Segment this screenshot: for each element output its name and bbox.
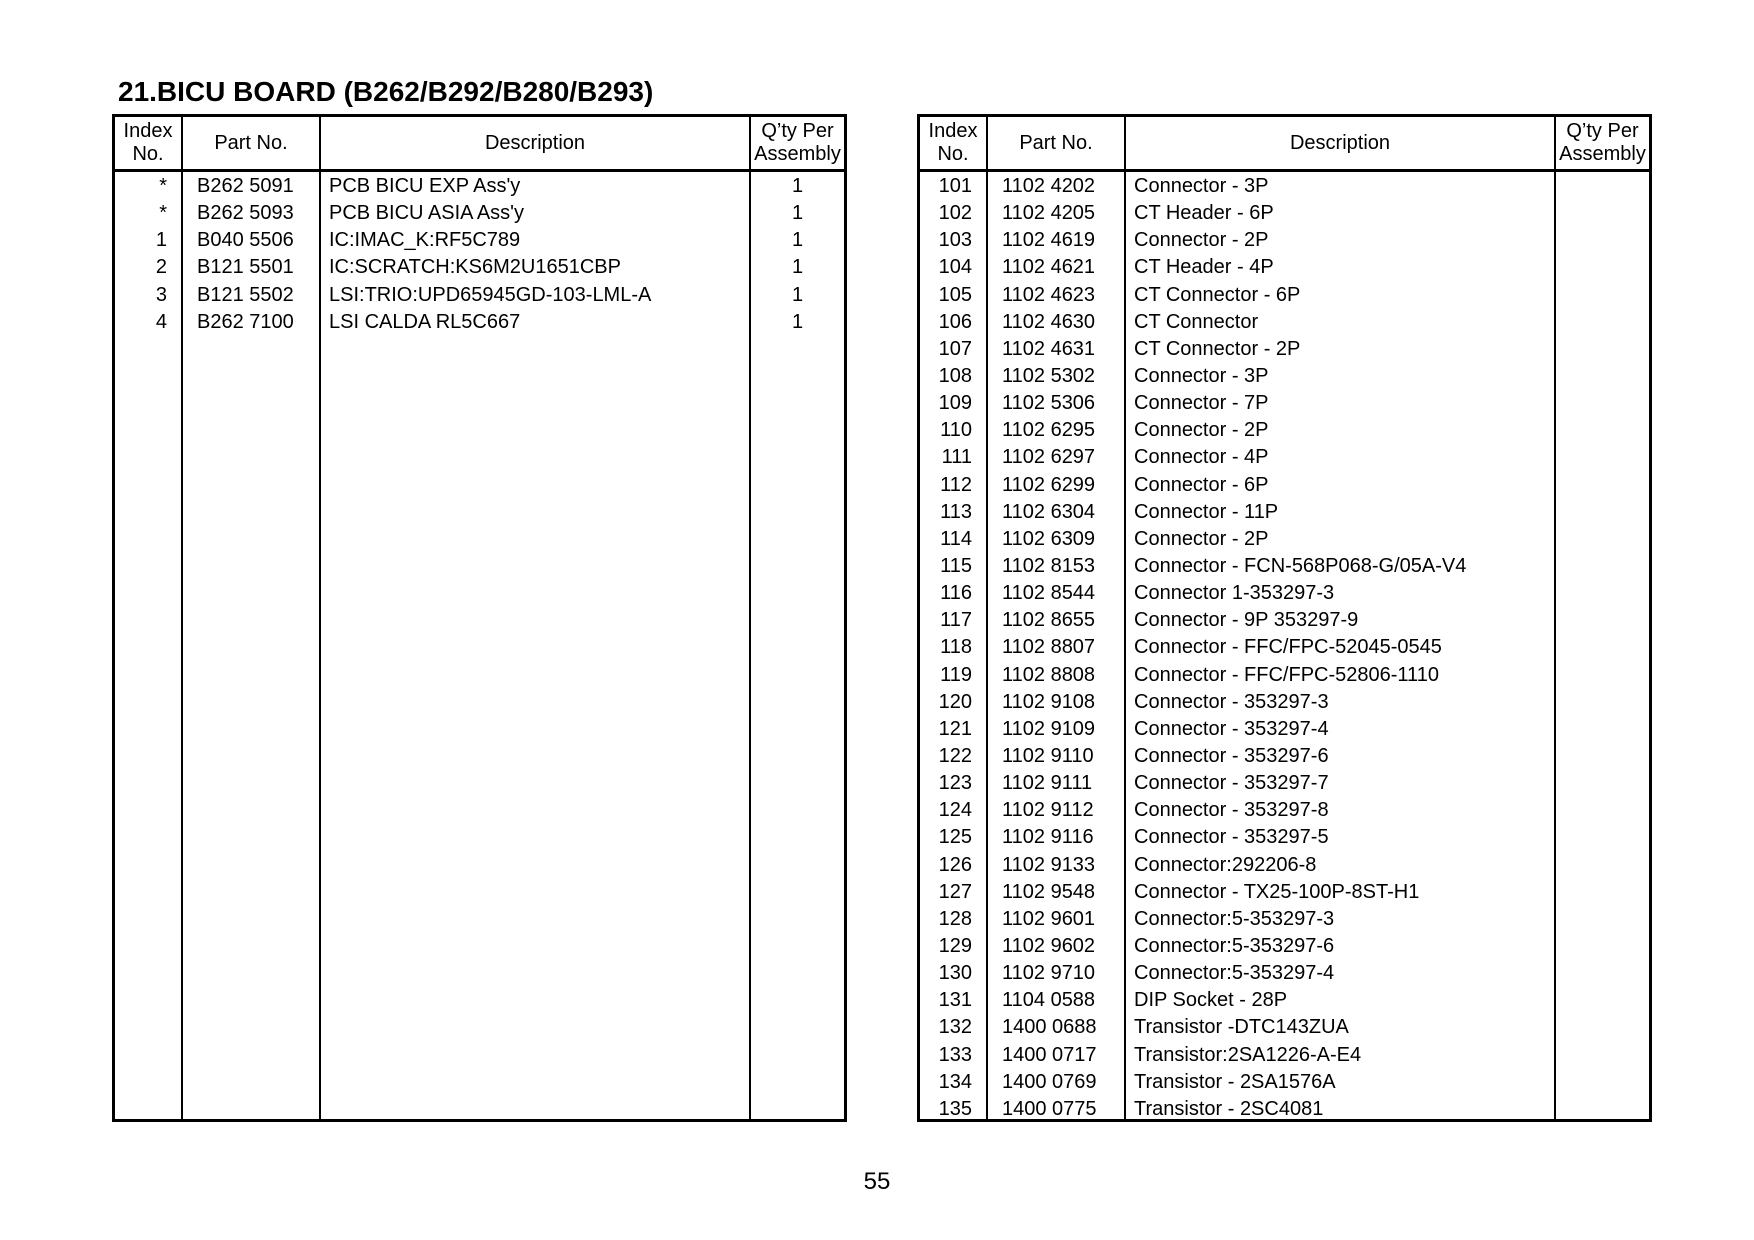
index-cell: 125 bbox=[938, 826, 972, 849]
table-row bbox=[920, 254, 1649, 281]
index-cell: 114 bbox=[940, 527, 972, 550]
description-cell: Connector - 4P bbox=[1134, 446, 1269, 469]
description-cell: CT Header - 4P bbox=[1134, 256, 1274, 279]
part-no-cell: 1102 9602 bbox=[1002, 934, 1096, 957]
table-row bbox=[920, 797, 1649, 824]
part-no-cell: 1102 5306 bbox=[1002, 392, 1096, 415]
part-no-cell: 1102 4202 bbox=[1002, 175, 1096, 197]
description-cell: IC:IMAC_K:RF5C789 bbox=[329, 229, 521, 252]
part-no-cell: 1102 9110 bbox=[1002, 744, 1094, 767]
table-row bbox=[920, 417, 1649, 444]
table-row bbox=[920, 444, 1649, 471]
part-no-cell: 1102 6297 bbox=[1002, 446, 1096, 469]
index-cell: 126 bbox=[938, 853, 972, 876]
part-no-cell: 1102 8655 bbox=[1002, 609, 1096, 632]
description-cell: Connector - 353297-8 bbox=[1134, 799, 1329, 822]
table-row bbox=[920, 1069, 1649, 1096]
table-row bbox=[920, 1096, 1649, 1123]
header-desc-label: Description bbox=[484, 131, 586, 154]
header-index-label: Index No. bbox=[928, 120, 978, 165]
table-row bbox=[920, 472, 1649, 499]
index-cell: 129 bbox=[938, 934, 972, 957]
header-part-label: Part No. bbox=[214, 131, 288, 154]
index-cell: 102 bbox=[938, 202, 972, 225]
index-cell: 108 bbox=[938, 364, 972, 387]
part-no-cell: 1102 5302 bbox=[1002, 364, 1096, 387]
part-no-cell: 1102 6295 bbox=[1002, 419, 1096, 442]
table-row bbox=[920, 852, 1649, 879]
description-cell: Connector - 2P bbox=[1134, 419, 1269, 442]
description-cell: Connector:5-353297-3 bbox=[1134, 907, 1335, 930]
part-no-cell: B262 5091 bbox=[197, 175, 294, 197]
index-cell: 101 bbox=[938, 175, 972, 197]
index-cell: 112 bbox=[940, 473, 972, 496]
index-cell: 133 bbox=[938, 1043, 972, 1066]
index-cell: 123 bbox=[938, 772, 972, 795]
index-cell: 115 bbox=[940, 554, 972, 577]
table-row bbox=[920, 987, 1649, 1014]
part-no-cell: 1102 4631 bbox=[1002, 337, 1096, 360]
header-index bbox=[920, 117, 986, 169]
part-no-cell: 1102 9133 bbox=[1002, 853, 1096, 876]
description-cell: DIP Socket - 28P bbox=[1134, 989, 1288, 1012]
description-cell: Connector - 9P 353297-9 bbox=[1134, 609, 1359, 632]
table-row bbox=[920, 553, 1649, 580]
table-row bbox=[920, 336, 1649, 363]
index-cell: 119 bbox=[940, 663, 972, 686]
description-cell: Connector:292206-8 bbox=[1134, 853, 1317, 876]
header-qty bbox=[1556, 117, 1649, 169]
qty-cell: 1 bbox=[791, 229, 804, 252]
table-row bbox=[115, 173, 844, 200]
index-cell: 113 bbox=[940, 500, 972, 523]
header-index bbox=[115, 117, 181, 169]
part-no-cell: 1104 0588 bbox=[1002, 989, 1096, 1012]
description-cell: Transistor -DTC143ZUA bbox=[1134, 1016, 1349, 1039]
table-row bbox=[920, 173, 1649, 200]
table-row bbox=[115, 254, 844, 281]
header-desc-label: Description bbox=[1289, 131, 1391, 154]
parts-table-right bbox=[917, 114, 1652, 1122]
qty-cell: 1 bbox=[791, 310, 804, 333]
part-no-cell: 1400 0775 bbox=[1002, 1097, 1097, 1120]
description-cell: Transistor - 2SC4081 bbox=[1134, 1097, 1324, 1120]
index-cell: 122 bbox=[938, 744, 972, 767]
table-row bbox=[115, 282, 844, 309]
index-cell: 132 bbox=[938, 1016, 972, 1039]
description-cell: Connector - 11P bbox=[1134, 500, 1279, 523]
part-no-cell: 1102 8808 bbox=[1002, 663, 1096, 686]
header-description bbox=[321, 117, 749, 169]
table-row bbox=[920, 770, 1649, 797]
description-cell: Transistor:2SA1226-A-E4 bbox=[1134, 1043, 1362, 1066]
description-cell: Connector:5-353297-4 bbox=[1134, 962, 1335, 985]
description-cell: IC:SCRATCH:KS6M2U1651CBP bbox=[329, 256, 621, 279]
table-row bbox=[920, 634, 1649, 661]
index-cell: 124 bbox=[938, 799, 972, 822]
table-row bbox=[115, 200, 844, 227]
part-no-cell: 1102 9109 bbox=[1002, 717, 1096, 740]
index-cell: 135 bbox=[938, 1097, 972, 1120]
description-cell: Transistor - 2SA1576A bbox=[1134, 1070, 1336, 1093]
description-cell: LSI:TRIO:UPD65945GD-103-LML-A bbox=[329, 283, 652, 306]
description-cell: Connector - 2P bbox=[1134, 229, 1269, 252]
description-cell: Connector - 353297-3 bbox=[1134, 690, 1329, 713]
part-no-cell: 1102 9112 bbox=[1002, 799, 1094, 822]
index-cell: 4 bbox=[155, 310, 167, 333]
description-cell: PCB BICU EXP Ass'y bbox=[329, 175, 521, 197]
table-row bbox=[920, 933, 1649, 960]
part-no-cell: 1102 8153 bbox=[1002, 554, 1096, 577]
table-row bbox=[920, 227, 1649, 254]
index-cell: 3 bbox=[155, 283, 167, 306]
description-cell: Connector - FFC/FPC-52806-1110 bbox=[1134, 663, 1439, 686]
table-row bbox=[920, 960, 1649, 987]
table-row bbox=[920, 580, 1649, 607]
description-cell: PCB BICU ASIA Ass'y bbox=[329, 202, 524, 225]
part-no-cell: B040 5506 bbox=[197, 229, 294, 252]
index-cell: * bbox=[159, 175, 167, 197]
table-row bbox=[920, 1042, 1649, 1069]
index-cell: 103 bbox=[938, 229, 972, 252]
header-part-no bbox=[183, 117, 319, 169]
part-no-cell: 1102 9710 bbox=[1002, 962, 1096, 985]
index-cell: 127 bbox=[938, 880, 972, 903]
index-cell: 117 bbox=[940, 609, 972, 632]
index-cell: 134 bbox=[938, 1070, 972, 1093]
header-divider bbox=[115, 169, 844, 172]
index-cell: 2 bbox=[155, 256, 167, 279]
index-cell: 131 bbox=[938, 989, 972, 1012]
header-part-no bbox=[988, 117, 1124, 169]
description-cell: Connector - 353297-4 bbox=[1134, 717, 1329, 740]
part-no-cell: 1102 6304 bbox=[1002, 500, 1096, 523]
description-cell: Connector 1-353297-3 bbox=[1134, 582, 1335, 605]
part-no-cell: 1102 6299 bbox=[1002, 473, 1096, 496]
header-part-label: Part No. bbox=[1019, 131, 1093, 154]
table-row bbox=[920, 309, 1649, 336]
description-cell: Connector - 2P bbox=[1134, 527, 1269, 550]
index-cell: 120 bbox=[938, 690, 972, 713]
part-no-cell: 1102 8807 bbox=[1002, 636, 1096, 659]
table-row bbox=[920, 282, 1649, 309]
table-body-left bbox=[115, 173, 844, 336]
part-no-cell: 1400 0769 bbox=[1002, 1070, 1097, 1093]
header-divider bbox=[920, 169, 1649, 172]
part-no-cell: 1102 6309 bbox=[1002, 527, 1096, 550]
description-cell: Connector - TX25-100P-8ST-H1 bbox=[1134, 880, 1420, 903]
part-no-cell: 1102 9116 bbox=[1002, 826, 1094, 849]
table-row bbox=[115, 309, 844, 336]
description-cell: Connector - 353297-5 bbox=[1134, 826, 1329, 849]
index-cell: 104 bbox=[938, 256, 972, 279]
description-cell: Connector:5-353297-6 bbox=[1134, 934, 1335, 957]
index-cell: 128 bbox=[938, 907, 972, 930]
description-cell: Connector - 353297-7 bbox=[1134, 772, 1329, 795]
table-row bbox=[920, 499, 1649, 526]
description-cell: Connector - 7P bbox=[1134, 392, 1269, 415]
part-no-cell: 1102 9601 bbox=[1002, 907, 1096, 930]
description-cell: Connector - 353297-6 bbox=[1134, 744, 1329, 767]
table-row bbox=[920, 526, 1649, 553]
part-no-cell: 1102 4623 bbox=[1002, 283, 1096, 306]
page-number: 55 bbox=[863, 1168, 891, 1195]
index-cell: 121 bbox=[938, 717, 972, 740]
index-cell: * bbox=[159, 202, 167, 225]
header-description bbox=[1126, 117, 1554, 169]
table-row bbox=[920, 1014, 1649, 1041]
table-row bbox=[920, 716, 1649, 743]
table-row bbox=[920, 906, 1649, 933]
part-no-cell: 1102 4621 bbox=[1002, 256, 1096, 279]
description-cell: Connector - 3P bbox=[1134, 175, 1269, 197]
header-qty-label: Q’ty Per Assembly bbox=[754, 120, 841, 165]
table-row bbox=[920, 824, 1649, 851]
index-cell: 1 bbox=[155, 229, 167, 252]
description-cell: Connector - FCN-568P068-G/05A-V4 bbox=[1134, 554, 1467, 577]
index-cell: 130 bbox=[938, 962, 972, 985]
index-cell: 116 bbox=[940, 582, 972, 605]
index-cell: 109 bbox=[938, 392, 972, 415]
part-no-cell: 1102 8544 bbox=[1002, 582, 1096, 605]
part-no-cell: 1102 9108 bbox=[1002, 690, 1096, 713]
index-cell: 111 bbox=[941, 446, 972, 469]
table-row bbox=[920, 689, 1649, 716]
part-no-cell: 1102 4205 bbox=[1002, 202, 1096, 225]
part-no-cell: B121 5501 bbox=[197, 256, 294, 279]
index-cell: 107 bbox=[938, 337, 972, 360]
part-no-cell: B262 5093 bbox=[197, 202, 294, 225]
header-qty bbox=[751, 117, 844, 169]
table-row bbox=[920, 879, 1649, 906]
table-body-right bbox=[920, 173, 1649, 1123]
parts-table-left bbox=[112, 114, 847, 1122]
description-cell: Connector - FFC/FPC-52045-0545 bbox=[1134, 636, 1442, 659]
table-row bbox=[920, 390, 1649, 417]
page-title: 21.BICU BOARD (B262/B292/B280/B293) bbox=[118, 76, 654, 107]
part-no-cell: 1102 4630 bbox=[1002, 310, 1096, 333]
description-cell: Connector - 3P bbox=[1134, 364, 1269, 387]
qty-cell: 1 bbox=[791, 256, 804, 279]
description-cell: Connector - 6P bbox=[1134, 473, 1269, 496]
description-cell: CT Connector - 2P bbox=[1134, 337, 1301, 360]
part-no-cell: 1400 0717 bbox=[1002, 1043, 1097, 1066]
index-cell: 118 bbox=[940, 636, 972, 659]
table-row bbox=[115, 227, 844, 254]
part-no-cell: 1102 9111 bbox=[1002, 772, 1093, 795]
header-qty-label: Q’ty Per Assembly bbox=[1559, 120, 1646, 165]
part-no-cell: 1102 4619 bbox=[1002, 229, 1096, 252]
table-row bbox=[920, 607, 1649, 634]
qty-cell: 1 bbox=[791, 202, 804, 225]
index-cell: 106 bbox=[938, 310, 972, 333]
description-cell: CT Connector - 6P bbox=[1134, 283, 1301, 306]
table-row bbox=[920, 363, 1649, 390]
part-no-cell: 1400 0688 bbox=[1002, 1016, 1097, 1039]
table-row bbox=[920, 743, 1649, 770]
index-cell: 110 bbox=[940, 419, 972, 442]
description-cell: CT Connector bbox=[1134, 310, 1259, 333]
part-no-cell: B262 7100 bbox=[197, 310, 294, 333]
table-row bbox=[920, 200, 1649, 227]
part-no-cell: 1102 9548 bbox=[1002, 880, 1096, 903]
description-cell: LSI CALDA RL5C667 bbox=[329, 310, 521, 333]
part-no-cell: B121 5502 bbox=[197, 283, 294, 306]
qty-cell: 1 bbox=[791, 283, 804, 306]
table-row bbox=[920, 662, 1649, 689]
qty-cell: 1 bbox=[791, 175, 804, 197]
header-index-label: Index No. bbox=[123, 120, 173, 165]
description-cell: CT Header - 6P bbox=[1134, 202, 1274, 225]
index-cell: 105 bbox=[938, 283, 972, 306]
